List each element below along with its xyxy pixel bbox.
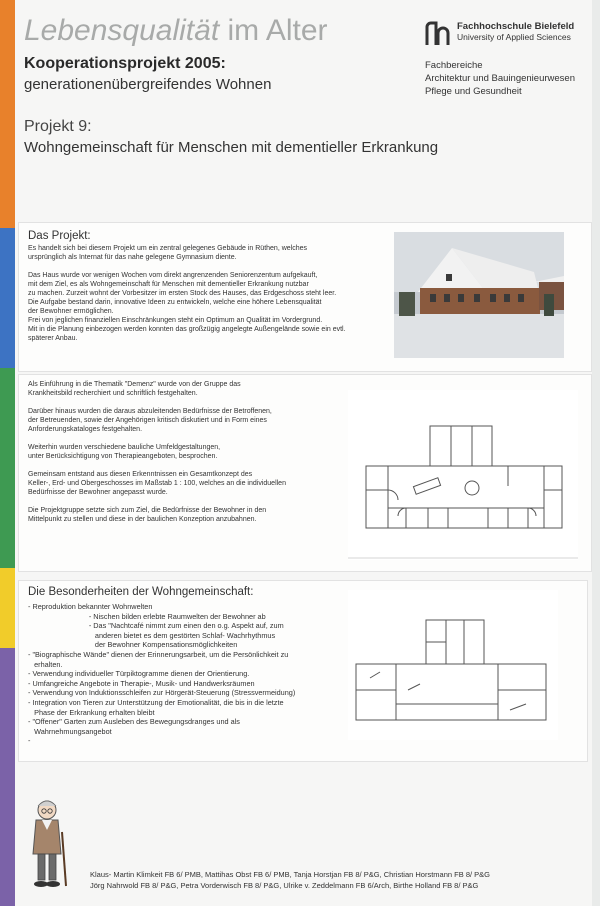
credits-line: Jörg Nahrwold FB 8/ P&G, Petra Vorderwisch FB 8/ P&G, Ulrike v. Zeddelmann FB 6/Arch, Birthe Holland FB 8/ P&G (90, 881, 479, 890)
list-item: Phase der Erkrankung erhalten bleibt (28, 707, 155, 717)
text-line: Mittelpunkt zu stellen und diese in der baulichen Konzeption anzubahnen. (28, 516, 257, 523)
title-rest: im Alter (219, 14, 328, 47)
text-line (28, 398, 286, 407)
section-konzept-text (28, 380, 286, 524)
section-projekt-text (28, 244, 346, 343)
text-line: Es handelt sich bei diesem Projekt um ein zentral gelegenes Gebäude in Rüthen, welches (28, 245, 307, 252)
text-line (28, 262, 346, 271)
color-stripe-orange (0, 0, 15, 228)
text-line: Gemeinsam entstand aus diesen Erkenntnissen ein Gesamtkonzept des (28, 471, 253, 478)
list-item: anderen bietet es dem gestörten Schlaf- Wachrhythmus (28, 630, 276, 640)
text-line: Keller-, Erd- und Obergeschosses im Maßstab 1 : 100, welches an die individuellen (28, 480, 286, 487)
list-item: - "Offener" Garten zum Ausleben des Bewegungsdranges und als (28, 717, 240, 727)
text-line: Bedürfnisse der Bewohner angepasst wurde. (28, 489, 168, 496)
color-stripe-green (0, 368, 15, 568)
text-line: Weiterhin wurden verschiedene bauliche Umfeldgestaltungen, (28, 444, 221, 451)
text-line: Die Aufgabe bestand darin, innovative Ideen zu entwickeln, welche eine höhere Lebensqualität (28, 299, 322, 306)
list-item: - Verwendung von Induktionsschleifen zur Hörgerät-Steuerung (Stressvermeidung) (28, 688, 296, 698)
subtitle: generationenübergreifendes Wohnen (24, 76, 272, 93)
text-line: ursprünglich als Internat für das nahe gelegene Gymnasium diente. (28, 254, 237, 261)
text-line (28, 461, 286, 470)
elderly-man-illustration (24, 798, 70, 890)
list-item: - "Biographische Wände" dienen der Erinnerungsarbeit, um die Persönlichkeit zu (28, 649, 289, 659)
list-item: - Das "Nachtcafé nimmt zum einen den o.g. Aspekt auf, zum (28, 621, 284, 631)
fh-bielefeld-logo-icon (424, 21, 450, 47)
credits (90, 869, 490, 891)
list-item: Wahrnehmungsangebot (28, 726, 112, 736)
text-line: Als Einführung in die Thematik "Demenz" wurde von der Gruppe das (28, 381, 241, 388)
color-stripe-purple (0, 648, 15, 906)
list-item: - Verwendung individueller Türpiktogramme dienen der Orientierung. (28, 669, 250, 679)
color-stripe-blue (0, 228, 15, 368)
text-line: Frei von jeglichen finanziellen Einschränkungen steht ein Optimum an Qualität im Vordergrund. (28, 317, 323, 324)
list-item: - (28, 736, 31, 746)
list-item: der Bewohner Kompensationsmöglichkeiten (28, 640, 238, 650)
projekt-title: Wohngemeinschaft für Menschen mit dementieller Erkrankung (24, 139, 439, 156)
section-projekt-heading: Das Projekt: (28, 230, 91, 242)
text-line: Darüber hinaus wurden die daraus abzuleitenden Bedürfnisse der Betroffenen, (28, 408, 272, 415)
title-italic: Lebensqualität (24, 14, 220, 47)
text-line: der Betreuenden, sowie der Angehörigen kritisch diskutiert und in Form eines (28, 417, 267, 424)
floor-plan-erdgeschoss (348, 390, 578, 560)
poster-title (24, 14, 328, 48)
text-line: Anforderungskataloges festgehalten. (28, 426, 143, 433)
list-item: - Integration von Tieren zur Unterstützung der Emotionalität, die bis in die letzte (28, 697, 284, 707)
text-line (28, 497, 286, 506)
list-item: - Umfangreiche Angebote in Therapie-, Musik- und Handwerksräumen (28, 678, 255, 688)
text-line: zu machen. Zurzeit wohnt der Vorbesitzer im ersten Stock des Hauses, das Erdgeschoss steht leer. (28, 290, 337, 297)
color-stripe-yellow (0, 568, 15, 648)
fachbereiche (425, 59, 575, 98)
text-line: Krankheitsbild recherchiert und schriftlich festgehalten. (28, 390, 198, 397)
list-item: - Nischen bilden erlebte Raumwelten der Bewohner ab (28, 611, 266, 621)
text-line: Mit in die Planung einbezogen werden konnten das großzügig angelegte Außengelände sowie ein evtl. (28, 326, 346, 333)
section-besonderheiten-heading: Die Besonderheiten der Wohngemeinschaft: (28, 586, 254, 598)
text-line: Die Projektgruppe setzte sich zum Ziel, die Bedürfnisse der Bewohner in den (28, 507, 267, 514)
text-line: späterer Anbau. (28, 335, 78, 342)
text-line: der Bewohner ermöglichen. (28, 308, 114, 315)
credits-line: Klaus- Martin Klimkeit FB 6/ PMB, Mattihas Obst FB 6/ PMB, Tanja Horstjan FB 8/ P&G, Christian Horstmann FB 8/ P&G (90, 870, 490, 879)
institution-tagline: University of Applied Sciences (457, 32, 571, 42)
list-item: erhalten. (28, 659, 63, 669)
section-besonderheiten-list (28, 602, 295, 746)
fachbereich-architektur: Architektur und Bauingenieurwesen (425, 73, 575, 84)
text-line: unter Berücksichtigung von Therapieangeboten, besprochen. (28, 453, 218, 460)
text-line: Das Haus wurde vor wenigen Wochen vom direkt angrenzenden Seniorenzentum aufgekauft, (28, 272, 318, 279)
kooperation-label: Kooperationsprojekt 2005: (24, 55, 226, 72)
list-item: - Reproduktion bekannter Wohnwelten (28, 602, 153, 611)
floor-plan-obergeschoss (348, 590, 558, 740)
fachbereiche-label: Fachbereiche (425, 60, 483, 71)
text-line: mit dem Ziel, es als Wohngemeinschaft für Menschen mit dementieller Erkrankung nutzbar (28, 281, 309, 288)
building-photo (394, 232, 564, 358)
text-line (28, 434, 286, 443)
projekt-number: Projekt 9: (24, 118, 92, 135)
fachbereich-pflege: Pflege und Gesundheit (425, 86, 522, 97)
institution-name: Fachhochschule Bielefeld (457, 21, 575, 32)
